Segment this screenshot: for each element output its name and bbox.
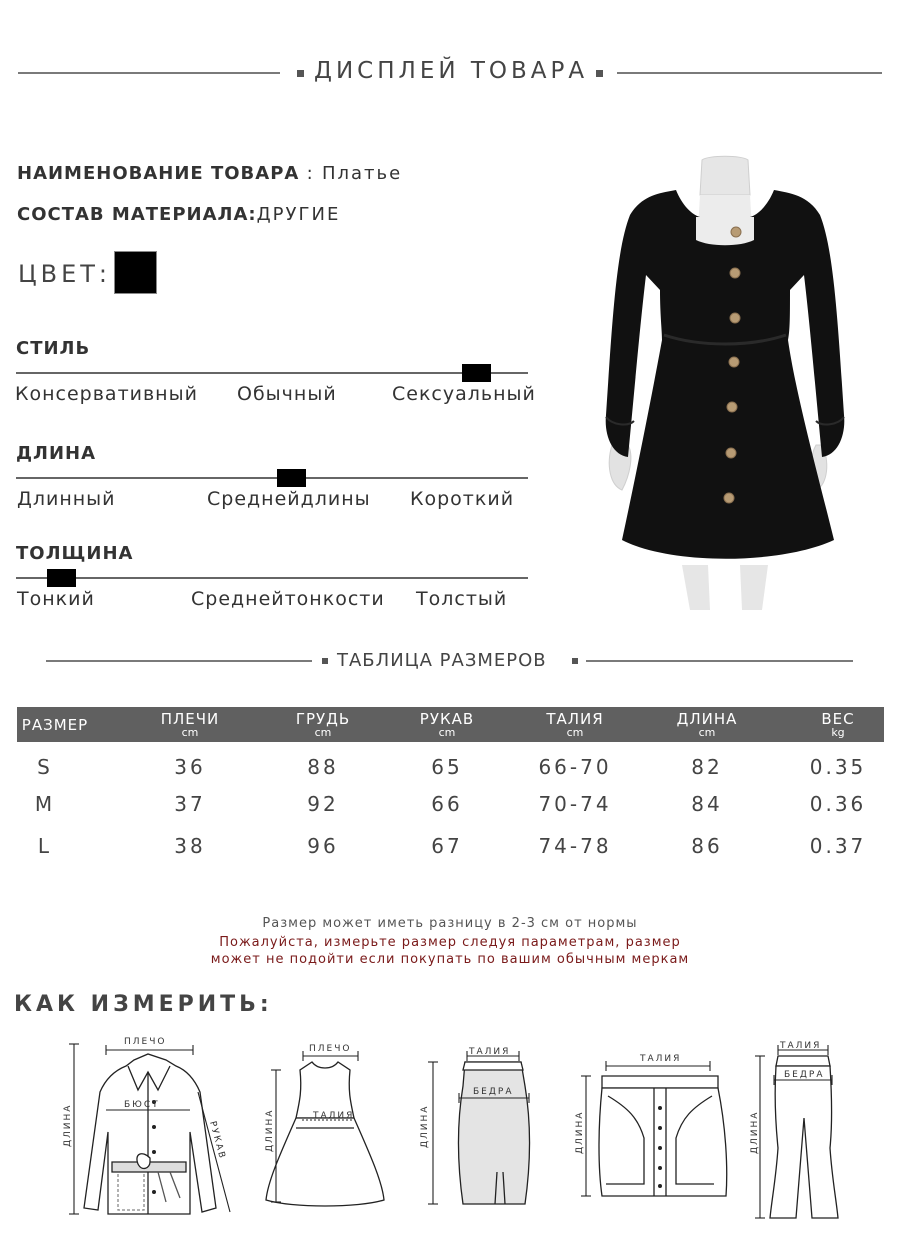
cell-chest: 92: [307, 792, 339, 816]
thickness-option-3: Толстый: [416, 588, 508, 610]
label-waist-skirt: ТАЛИЯ: [469, 1047, 511, 1057]
header-square-right: [596, 70, 603, 77]
col-chest: ГРУДЬ cm: [295, 710, 351, 739]
note-measure-2: может не подойти если покупать по вашим обычным меркам: [210, 952, 690, 967]
cell-weight: 0.35: [809, 755, 867, 779]
cell-sleeve: 67: [431, 834, 463, 858]
note-measure-1: Пожалуйста, измерьте размер следуя параметрам, размер: [219, 935, 681, 950]
cell-shoulders: 36: [174, 755, 206, 779]
header-rule-right: [617, 72, 882, 74]
label-length-jacket: ДЛИНА: [63, 1103, 73, 1147]
cell-weight: 0.37: [809, 834, 867, 858]
label-bust-jacket: БЮСТ: [124, 1100, 160, 1110]
size-square-left: [322, 658, 328, 664]
col-size: РАЗМЕР: [21, 716, 89, 734]
label-shoulder-jacket: ПЛЕЧО: [124, 1037, 167, 1047]
style-title: СТИЛЬ: [16, 338, 91, 359]
material-label: СОСТАВ МАТЕРИАЛА:: [17, 204, 257, 225]
color-swatch: [114, 251, 157, 294]
col-weight: ВЕС kg: [821, 710, 855, 739]
size-rule-left: [46, 660, 312, 662]
label-sleeve-jacket: РУКАВ: [207, 1120, 228, 1162]
material: [17, 204, 340, 225]
label-length-pants: ДЛИНА: [750, 1110, 760, 1154]
note-tolerance: Размер может иметь разницу в 2-3 см от нормы: [262, 916, 638, 931]
thickness-line: [16, 577, 528, 579]
cell-shoulders: 37: [174, 792, 206, 816]
product-name-value: Платье: [321, 163, 403, 184]
style-option-1: Консервативный: [15, 383, 198, 405]
thickness-marker: [47, 569, 76, 587]
skirt-diagram: [413, 1042, 543, 1214]
cell-waist: 66-70: [538, 755, 612, 779]
label-hips-pants: БЕДРА: [784, 1070, 825, 1080]
label-length-skirt: ДЛИНА: [420, 1104, 430, 1148]
label-shoulder-dress: ПЛЕЧО: [309, 1044, 352, 1054]
cell-sleeve: 65: [431, 755, 463, 779]
color-label: ЦВЕТ:: [18, 260, 112, 288]
size-header: ТАБЛИЦА РАЗМЕРОВ: [337, 650, 547, 671]
thickness-title: ТОЛЩИНА: [16, 543, 134, 564]
cell-sleeve: 66: [431, 792, 463, 816]
col-length: ДЛИНА cm: [676, 710, 738, 739]
cell-length: 86: [691, 834, 723, 858]
col-sleeve: РУКАВ cm: [419, 710, 475, 739]
label-waist-pants: ТАЛИЯ: [780, 1041, 822, 1051]
cell-size: L: [37, 834, 53, 858]
display-header: ДИСПЛЕЙ ТОВАРА: [314, 58, 589, 84]
cell-waist: 70-74: [538, 792, 612, 816]
length-line: [16, 477, 528, 479]
size-square-right: [572, 658, 578, 664]
cell-length: 82: [691, 755, 723, 779]
col-shoulders: ПЛЕЧИ cm: [160, 710, 220, 739]
material-value: ДРУГИЕ: [256, 204, 341, 225]
style-option-3: Сексуальный: [392, 383, 536, 405]
thickness-option-2: Среднейтонкости: [191, 588, 385, 610]
label-waist-dress: ТАЛИЯ: [313, 1111, 355, 1121]
thickness-option-1: Тонкий: [17, 588, 95, 610]
length-option-1: Длинный: [17, 488, 116, 510]
col-waist: ТАЛИЯ cm: [546, 710, 604, 739]
table-row: [17, 834, 884, 864]
shorts-diagram: [568, 1048, 743, 1208]
cell-weight: 0.36: [809, 792, 867, 816]
length-marker: [277, 469, 306, 487]
header-square-left: [297, 70, 304, 77]
dress-diagram: [258, 1040, 398, 1215]
cell-chest: 96: [307, 834, 339, 858]
pants-diagram: [748, 1038, 848, 1223]
table-row: [17, 792, 884, 822]
label-hips-skirt: БЕДРА: [473, 1087, 514, 1097]
style-marker: [462, 364, 491, 382]
dress-mannequin-photo: [590, 155, 860, 610]
size-table-header: [17, 707, 884, 742]
cell-waist: 74-78: [538, 834, 612, 858]
jacket-diagram: [58, 1032, 238, 1224]
size-rule-right: [586, 660, 853, 662]
length-option-2: Среднейдлины: [207, 488, 371, 510]
table-row: [17, 755, 884, 785]
product-name-sep: :: [306, 163, 315, 184]
cell-length: 84: [691, 792, 723, 816]
cell-chest: 88: [307, 755, 339, 779]
length-title: ДЛИНА: [16, 443, 97, 464]
product-name: [17, 163, 402, 184]
product-name-label: НАИМЕНОВАНИЕ ТОВАРА: [17, 163, 300, 184]
cell-size: M: [34, 792, 56, 816]
cell-size: S: [37, 755, 53, 779]
style-option-2: Обычный: [237, 383, 337, 405]
label-length-dress: ДЛИНА: [265, 1108, 275, 1152]
length-option-3: Короткий: [410, 488, 515, 510]
label-length-shorts: ДЛИНА: [575, 1110, 585, 1154]
cell-shoulders: 38: [174, 834, 206, 858]
header-rule-left: [18, 72, 280, 74]
style-line: [16, 372, 528, 374]
label-waist-shorts: ТАЛИЯ: [640, 1054, 682, 1064]
how-to-title: КАК ИЗМЕРИТЬ:: [14, 992, 273, 1017]
